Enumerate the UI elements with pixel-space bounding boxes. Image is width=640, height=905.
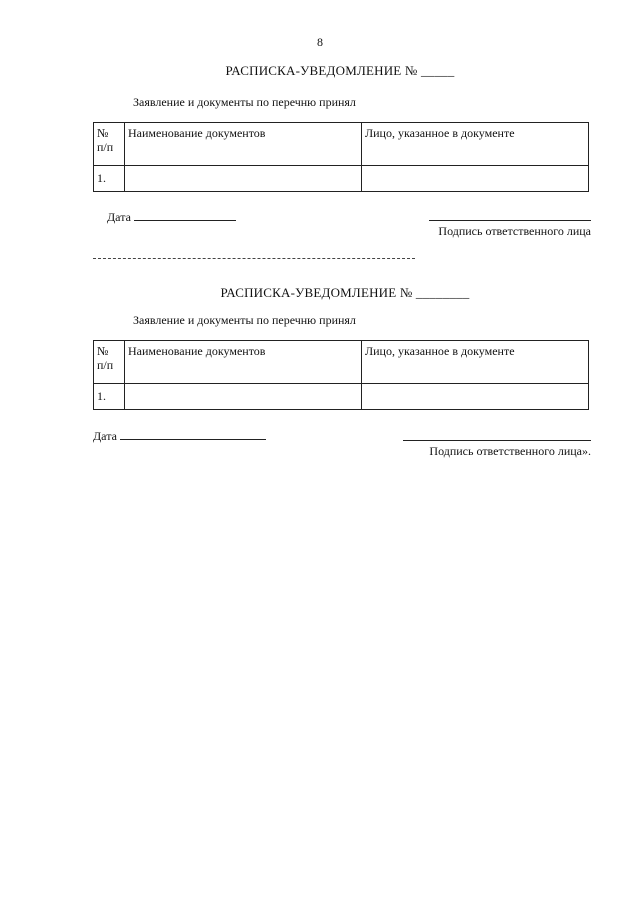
receipt-title: РАСПИСКА-УВЕДОМЛЕНИЕ № ________: [220, 285, 470, 300]
signature-block: [400, 209, 591, 239]
receipt-intro-text: Заявление и документы по перечню принял: [133, 313, 356, 327]
documents-table: [93, 340, 589, 410]
signature-line: [429, 209, 591, 221]
signature-caption: Подпись ответственного лица: [438, 224, 591, 238]
documents-table: [93, 122, 589, 192]
date-label: Дата: [107, 210, 131, 224]
header-person: Лицо, указанное в документе: [362, 123, 589, 166]
table-header-row: [94, 123, 589, 166]
table-row: [94, 166, 589, 192]
date-blank-line: [120, 428, 266, 440]
date-label: Дата: [93, 429, 117, 443]
date-field: [93, 428, 266, 444]
header-person: Лицо, указанное в документе: [362, 341, 589, 384]
date-field: [107, 209, 236, 225]
cell-document-name: [125, 384, 362, 410]
signature-line: [403, 429, 591, 441]
table-header-row: [94, 341, 589, 384]
header-number: № п/п: [94, 123, 125, 166]
cut-line-divider: [93, 258, 415, 259]
page-number: 8: [317, 35, 323, 49]
signature-caption: Подпись ответственного лица».: [429, 444, 591, 458]
cell-document-name: [125, 166, 362, 192]
cell-number: 1.: [94, 384, 125, 410]
header-number: № п/п: [94, 341, 125, 384]
header-document-name: Наименование документов: [125, 123, 362, 166]
cell-person: [362, 384, 589, 410]
signature-block: [380, 429, 591, 459]
header-document-name: Наименование документов: [125, 341, 362, 384]
cell-number: 1.: [94, 166, 125, 192]
date-blank-line: [134, 209, 236, 221]
receipt-title: РАСПИСКА-УВЕДОМЛЕНИЕ № _____: [225, 63, 455, 78]
receipt-intro-text: Заявление и документы по перечню принял: [133, 95, 356, 109]
cell-person: [362, 166, 589, 192]
table-row: [94, 384, 589, 410]
